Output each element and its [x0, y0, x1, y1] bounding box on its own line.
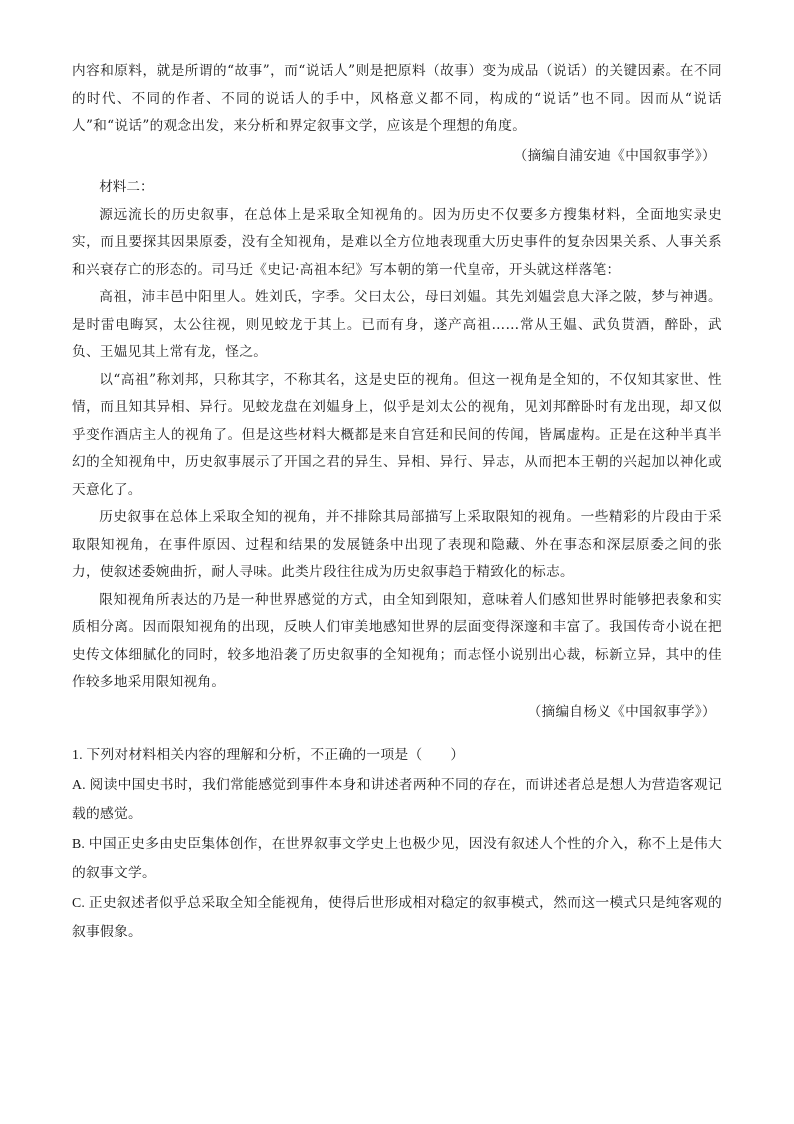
document-page [72, 58, 722, 947]
material-two-quote-paragraph: 高祖，沛丰邑中阳里人。姓刘氏，字季。父曰太公，母曰刘媪。其先刘媪尝息大泽之陂，梦与神遇。是时雷电晦冥，太公往视，则见蛟龙于其上。已而有身，遂产高祖……常从王媪、武负贳酒，醉卧，武负、王媪见其上常有龙，怪之。 [72, 289, 722, 360]
material-one-tail-paragraph: 内容和原料，就是所谓的“故事”，而“说话人”则是把原料（故事）变为成品（说话）的关键因素。在不同的时代、不同的作者、不同的说话人的手中，风格意义都不同，构成的“说话”也不同。因而从“说话人”和“说话”的观念出发，来分析和界定叙事文学，应该是个理想的角度。 [72, 63, 722, 134]
material-two-paragraph-5: 限知视角所表达的乃是一种世界感觉的方式，由全知到限知，意味着人们感知世界时能够把表象和实质相分离。因而限知视角的出现，反映人们审美地感知世界的层面变得深邃和丰富了。我国传奇小说在把史传文体细腻化的同时，较多地沿袭了历史叙事的全知视角；而志怪小说别出心裁，标新立异，其中的佳作较多地采用限知视角。 [72, 591, 722, 690]
source-citation-two: （摘编自杨义《中国叙事学》） [527, 703, 716, 720]
source-citation-one: （摘编自浦安迪《中国叙事学》） [513, 147, 716, 164]
material-two-paragraph-4: 历史叙事在总体上采取全知的视角，并不排除其局部描写上采取限知的视角。一些精彩的片段由于采取限知视角，在事件原因、过程和结果的发展链条中出现了表现和隐藏、外在事态和深层原委之间的张力，使叙述委婉曲折，耐人寻味。此类片段往往成为历史叙事趋于精致化的标志。 [72, 509, 722, 580]
material-two-paragraph-3: 以“高祖”称刘邦，只称其字，不称其名，这是史臣的视角。但这一视角是全知的，不仅知其家世、性情，而且知其异相、异行。见蛟龙盘在刘媪身上，似乎是刘太公的视角，见刘邦醉卧时有龙出现，却又似乎变作酒店主人的视角了。但是这些材料大概都是来自宫廷和民间的传闻，皆属虚构。正是在这种半真半幻的全知视角中，历史叙事展示了开国之君的异生、异相、异行、异志，从而把本王朝的兴起加以神化或天意化了。 [72, 371, 722, 498]
material-two-label: 材料二： [99, 179, 154, 195]
question-stem: 1. 下列对材料相关内容的理解和分析，不正确的一项是（ ） [72, 747, 465, 762]
question-option-a: A. 阅读中国史书时，我们常能感觉到事件本身和讲述者两种不同的存在，而讲述者总是想人为营造客观记载的感觉。 [72, 776, 722, 821]
question-option-c: C. 正史叙述者似乎总采取全知全能视角，使得后世形成相对稳定的叙事模式，然而这一模式只是纯客观的叙事假象。 [72, 894, 722, 939]
question-option-b: B. 中国正史多由史臣集体创作，在世界叙事文学史上也极少见，因没有叙述人个性的介入，称不上是伟大的叙事文学。 [72, 835, 722, 880]
material-two-paragraph-1: 源远流长的历史叙事，在总体上是采取全知视角的。因为历史不仅要多方搜集材料，全面地实录史实，而且要探其因果原委，没有全知视角，是难以全方位地表现重大历史事件的复杂因果关系、人事关系和兴衰存亡的形态的。司马迁《史记·高祖本纪》写本朝的第一代皇帝，开头就这样落笔： [72, 206, 722, 278]
